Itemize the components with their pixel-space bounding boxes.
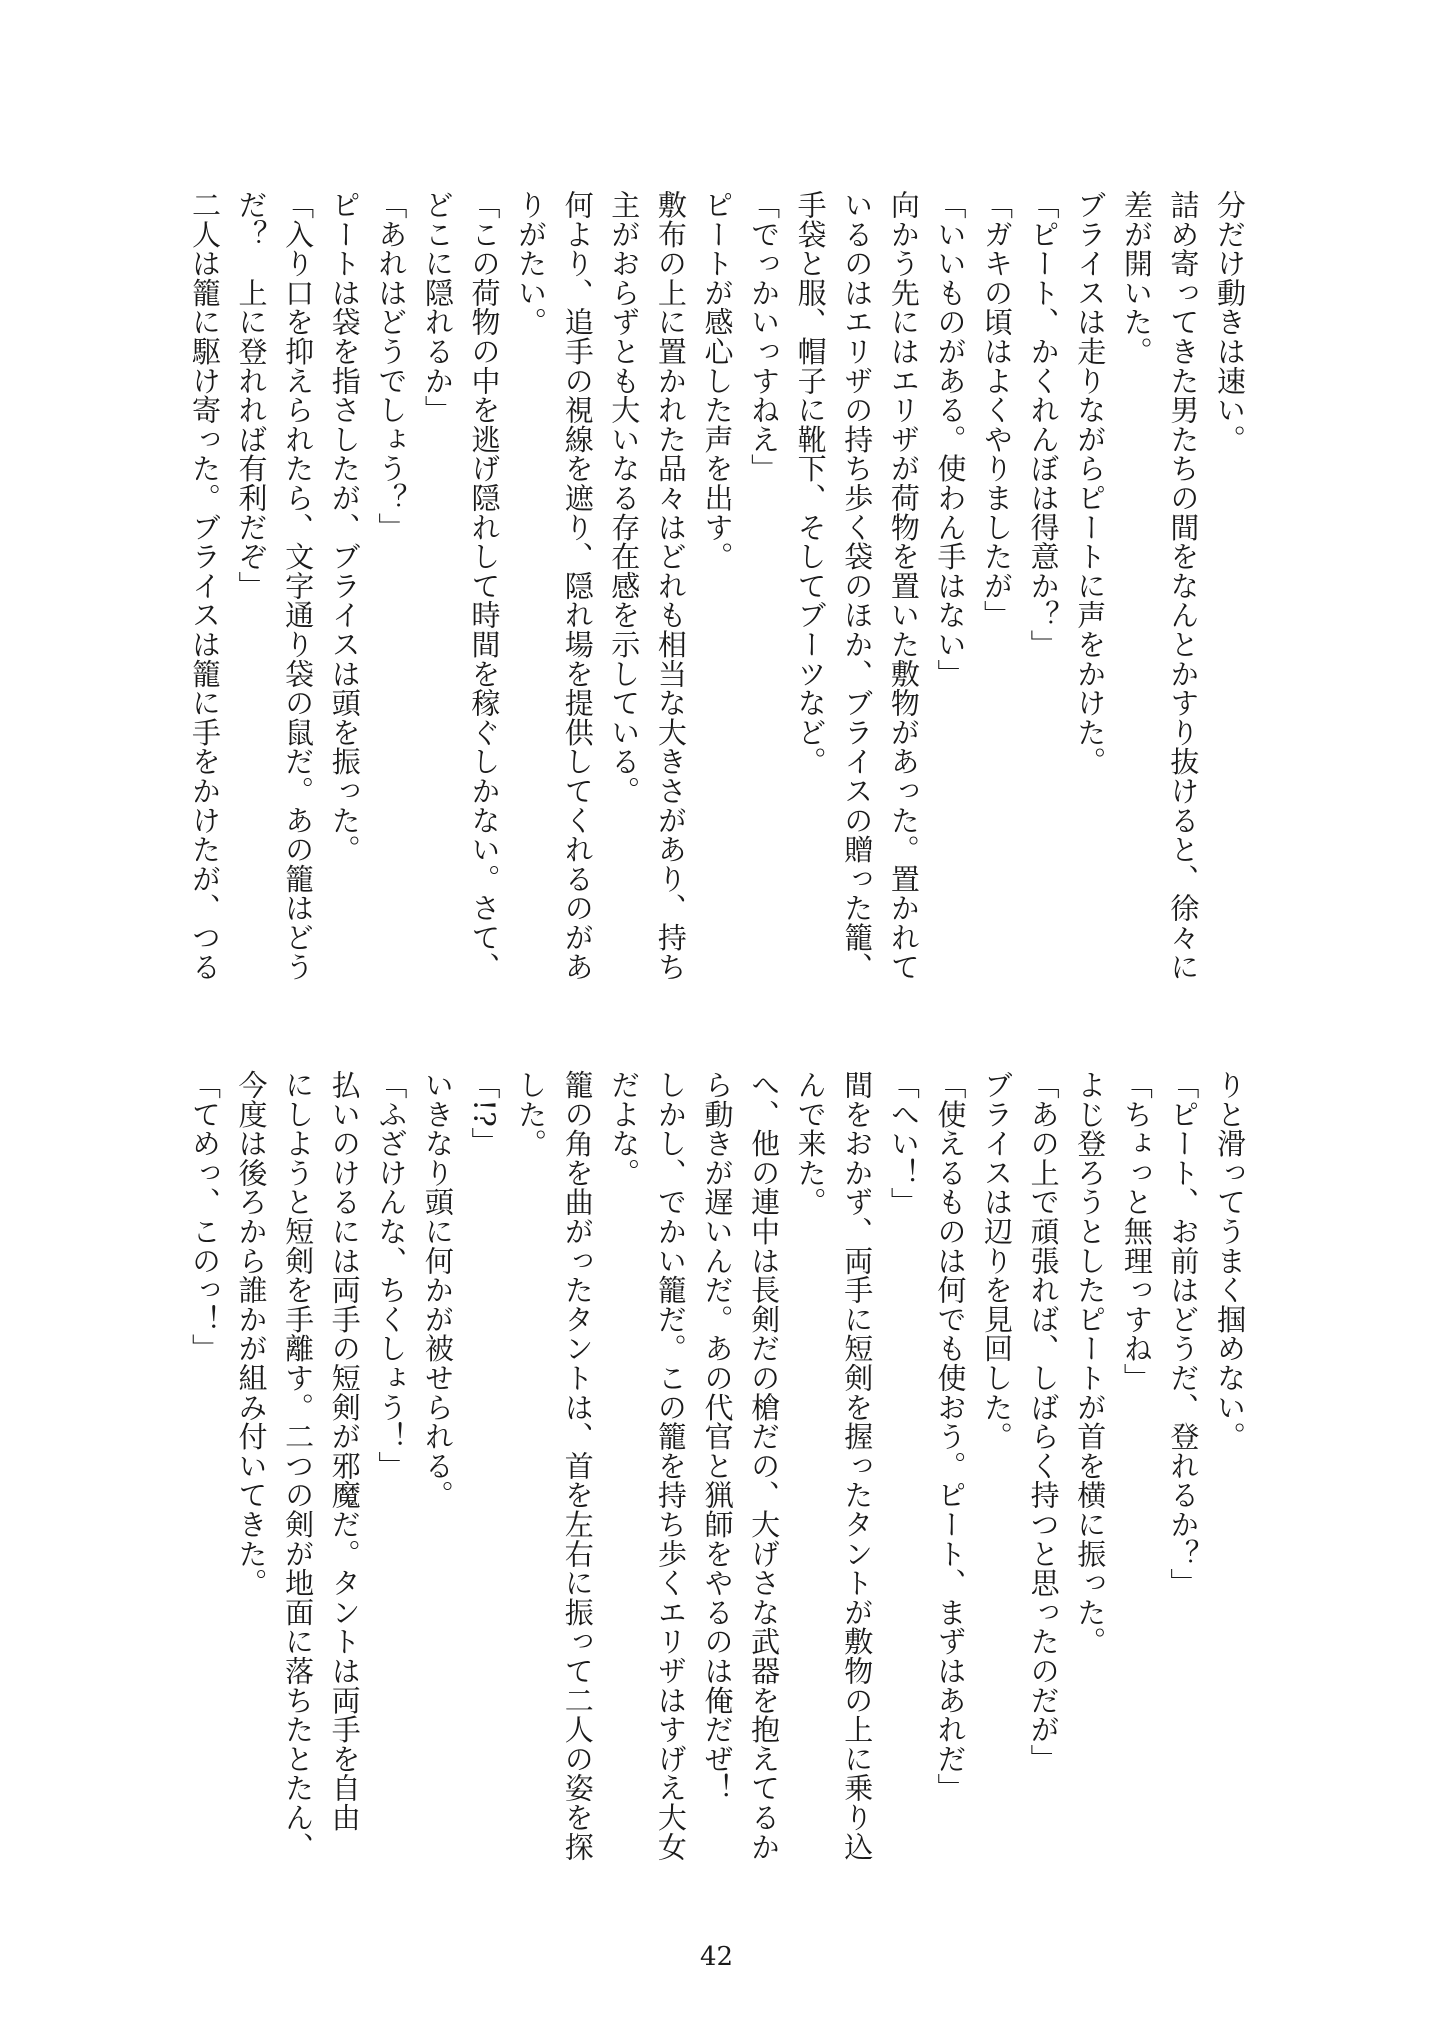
page-number: 42 [699,1942,734,1972]
bottom-text-columns [178,1070,1253,1870]
text-line: にしようと短剣を手離す。二つの剣が地面に落ちたとたん、 [281,1070,316,1862]
text-line: 「ふざけんな、ちくしょう！」 [374,1070,409,1481]
text-line: 二人は籠に駆け寄った。ブライスは籠に手をかけたが、つる [187,190,222,982]
top-text-block [178,190,1253,990]
text-line: 「いいものがある。使わん手はない」 [933,190,968,689]
text-line: いきなり頭に何かが被せられる。 [420,1070,455,1510]
text-line: 「へい！」 [886,1070,921,1217]
text-line: 差が開いた。 [1119,190,1154,366]
text-line: どこに隠れるか」 [420,190,455,425]
text-line: 間をおかず、両手に短剣を握ったタントが敷物の上に乗り込 [840,1070,875,1862]
text-line: 「ピート、かくれんぼは得意か？」 [1026,190,1061,659]
text-line: ブライスは辺りを見回した。 [980,1070,1015,1451]
bottom-text-block [178,1070,1253,1870]
top-text-columns [178,190,1253,990]
text-line: 籠の角を曲がったタントは、首を左右に振って二人の姿を探 [560,1070,595,1862]
text-line: 敷布の上に置かれた品々はどれも相当な大きさがあり、持ち [653,190,688,982]
text-line: よじ登ろうとしたピートが首を横に振った。 [1073,1070,1108,1656]
text-line: 「てめっ、このっ！」 [187,1070,222,1363]
text-line: 「あの上で頑張れば、しばらく持つと思ったのだが」 [1026,1070,1061,1774]
text-line: 「でっかいっすねえ」 [747,190,782,483]
text-line: 今度は後ろから誰かが組み付いてきた。 [234,1070,269,1598]
text-line: 「あれはどうでしょう？」 [374,190,409,542]
text-line: 主がおらずとも大いなる存在感を示している。 [607,190,642,806]
text-line: 「ちょっと無理っすね」 [1119,1070,1154,1393]
text-line: 「!?」 [467,1070,502,1157]
text-line: 分だけ動きは速い。 [1213,190,1247,454]
text-line: ブライスは走りながらピートに声をかけた。 [1073,190,1108,776]
text-line: 「使えるものは何でも使おう。ピート、まずはあれだ」 [933,1070,968,1803]
text-line: 払いのけるには両手の短剣が邪魔だ。タントは両手を自由 [327,1070,362,1832]
text-line: りと滑ってうまく掴めない。 [1213,1070,1247,1451]
text-line: だ？ 上に登れれば有利だぞ」 [234,190,269,601]
text-line: 「ピート、お前はどうだ、登れるか？」 [1166,1070,1201,1598]
text-line: へ、他の連中は長剣だの槍だの、大げさな武器を抱えてるか [747,1070,782,1862]
text-line: 何より、追手の視線を遮り、隠れ場を提供してくれるのがあ [560,190,595,982]
text-line: いるのはエリザの持ち歩く袋のほか、ブライスの贈った籠、 [840,190,875,982]
text-line: りがたい。 [514,190,549,337]
text-line: 「ガキの頃はよくやりましたが」 [980,190,1015,630]
text-line: した。 [514,1070,549,1158]
text-line: 「この荷物の中を逃げ隠れして時間を稼ぐしかない。さて、 [467,190,502,982]
text-line: 「入り口を抑えられたら、文字通り袋の鼠だ。あの籠はどう [281,190,316,982]
text-line: んで来た。 [793,1070,828,1217]
text-line: 向かう先にはエリザが荷物を置いた敷物があった。置かれて [886,190,921,982]
text-line: だよな。 [607,1070,642,1188]
text-line: 詰め寄ってきた男たちの間をなんとかすり抜けると、徐々に [1166,190,1201,982]
text-line: しかし、でかい籠だ。この籠を持ち歩くエリザはすげえ大女 [653,1070,688,1862]
text-line: ピートが感心した声を出す。 [700,190,735,571]
text-line: ら動きが遅いんだ。あの代官と猟師をやるのは俺だぜ！ [700,1070,735,1803]
text-line: ピートは袋を指さしたが、ブライスは頭を振った。 [327,190,362,864]
text-line: 手袋と服、帽子に靴下、そしてブーツなど。 [793,190,828,776]
